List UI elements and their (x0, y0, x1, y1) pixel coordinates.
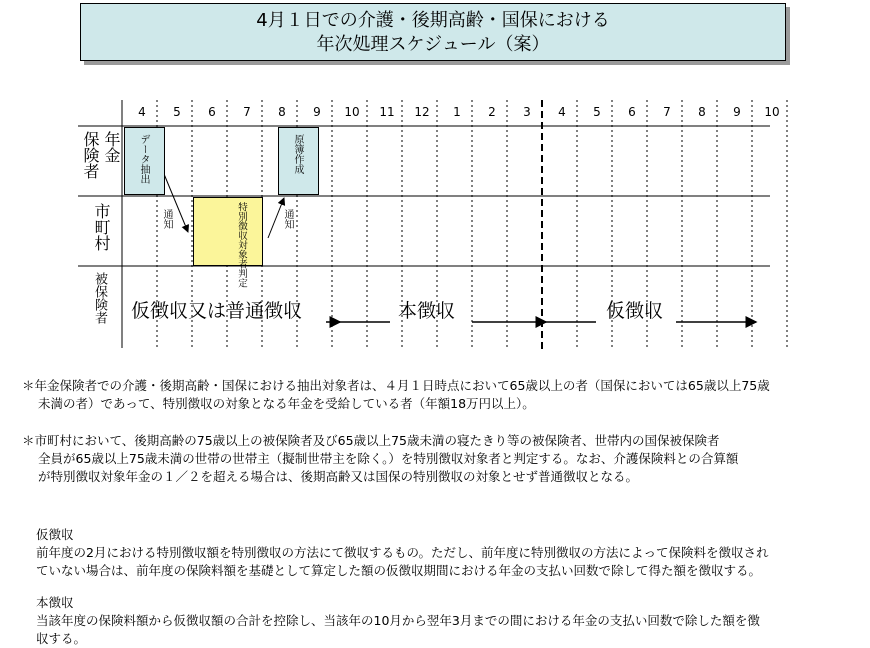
ledger-label: 原簿作成 (292, 134, 303, 174)
definition-provisional (36, 526, 866, 580)
month-label: 7 (243, 105, 251, 119)
month-label: 5 (173, 105, 181, 119)
title-line-2: 年次処理スケジュール（案） (316, 34, 550, 55)
data-extract-label: データ抽出 (138, 134, 149, 184)
row-label-insurer: 保険者 (81, 131, 100, 179)
note-1-line-1: 年金保険者での介護・後期高齢・国保における抽出対象者は、４月１日時点において65歳以上の者（国保においては65歳以上75歳 (34, 378, 770, 393)
month-label: 8 (698, 105, 706, 119)
month-label: 9 (733, 105, 741, 119)
judge-box (193, 197, 263, 288)
phase-provisional: 仮徴収 (606, 300, 664, 322)
month-label: 1 (453, 105, 461, 119)
definition-main-line-1: 当該年度の保険料額から仮徴収額の合計を控除し、当該年の10月から翌年3月までの間における年金の支払い回数で除した額を徴 (36, 613, 760, 628)
data-extract-box (124, 127, 165, 195)
definition-main-line-2: 収する。 (36, 631, 87, 646)
month-label: 6 (628, 105, 636, 119)
definition-provisional-line-2: ていない場合は、前年度の保険料額を基礎として算定した額の仮徴収期間における年金の支払い回数で除して得た額を徴収する。 (36, 563, 762, 578)
month-label: 5 (593, 105, 601, 119)
month-label: 11 (379, 105, 395, 119)
phase-provisional-or-normal: 仮徴収又は普通徴収 (131, 300, 303, 322)
month-label: 12 (414, 105, 430, 119)
month-label: 9 (313, 105, 321, 119)
month-label: 10 (764, 105, 780, 119)
month-label: 7 (663, 105, 671, 119)
phase-main-collection: 本徴収 (398, 300, 456, 322)
row-label-insured: 被保険者 (92, 272, 107, 324)
definition-provisional-line-1: 前年度の2月における特別徴収額を特別徴収の方法にて徴収するもの。ただし、前年度に特別徴収の方法によって保険料を徴収され (36, 545, 769, 560)
notice-label-1: 通知 (161, 209, 172, 229)
month-label: 10 (344, 105, 360, 119)
judge-label: 特別徴収対象者判定 (236, 202, 247, 288)
note-2-line-3: が特別徴収対象年金の１／２を超える場合は、後期高齢又は国保の特別徴収の対象とせず普通徴収となる。 (38, 469, 639, 484)
note-2-line-1: 市町村において、後期高齢の75歳以上の被保険者及び65歳以上75歳未満の寝たきり等の被保険者、世帯内の国保被保険者 (34, 433, 720, 448)
note-1-line-2: 未満の者）であって、特別徴収の対象となる年金を受給している者（年額18万円以上）。 (38, 396, 535, 411)
definition-provisional-head: 仮徴収 (36, 527, 74, 542)
month-label: 2 (488, 105, 496, 119)
note-1 (22, 377, 862, 413)
note-1-marker: ＊ (22, 378, 35, 393)
row-label-pension: 年金 (102, 131, 121, 163)
note-2 (22, 432, 862, 486)
note-2-marker: ＊ (22, 433, 35, 448)
month-label: 4 (138, 105, 146, 119)
note-2-line-2: 全員が65歳以上75歳未満の世帯の世帯主（擬制世帯主を除く。）を特別徴収対象者と判定する。なお、介護保険料との合算額 (38, 451, 739, 466)
definition-main (36, 594, 866, 648)
month-label: 4 (558, 105, 566, 119)
month-label: 6 (208, 105, 216, 119)
row-label-municipality: 市町村 (92, 203, 111, 251)
definition-main-head: 本徴収 (36, 595, 74, 610)
month-label: 3 (523, 105, 531, 119)
notice-label-2: 通知 (282, 209, 293, 229)
month-label: 8 (278, 105, 286, 119)
ledger-box (278, 127, 319, 195)
title-line-1: 4月１日での介護・後期高齢・国保における (256, 10, 610, 31)
